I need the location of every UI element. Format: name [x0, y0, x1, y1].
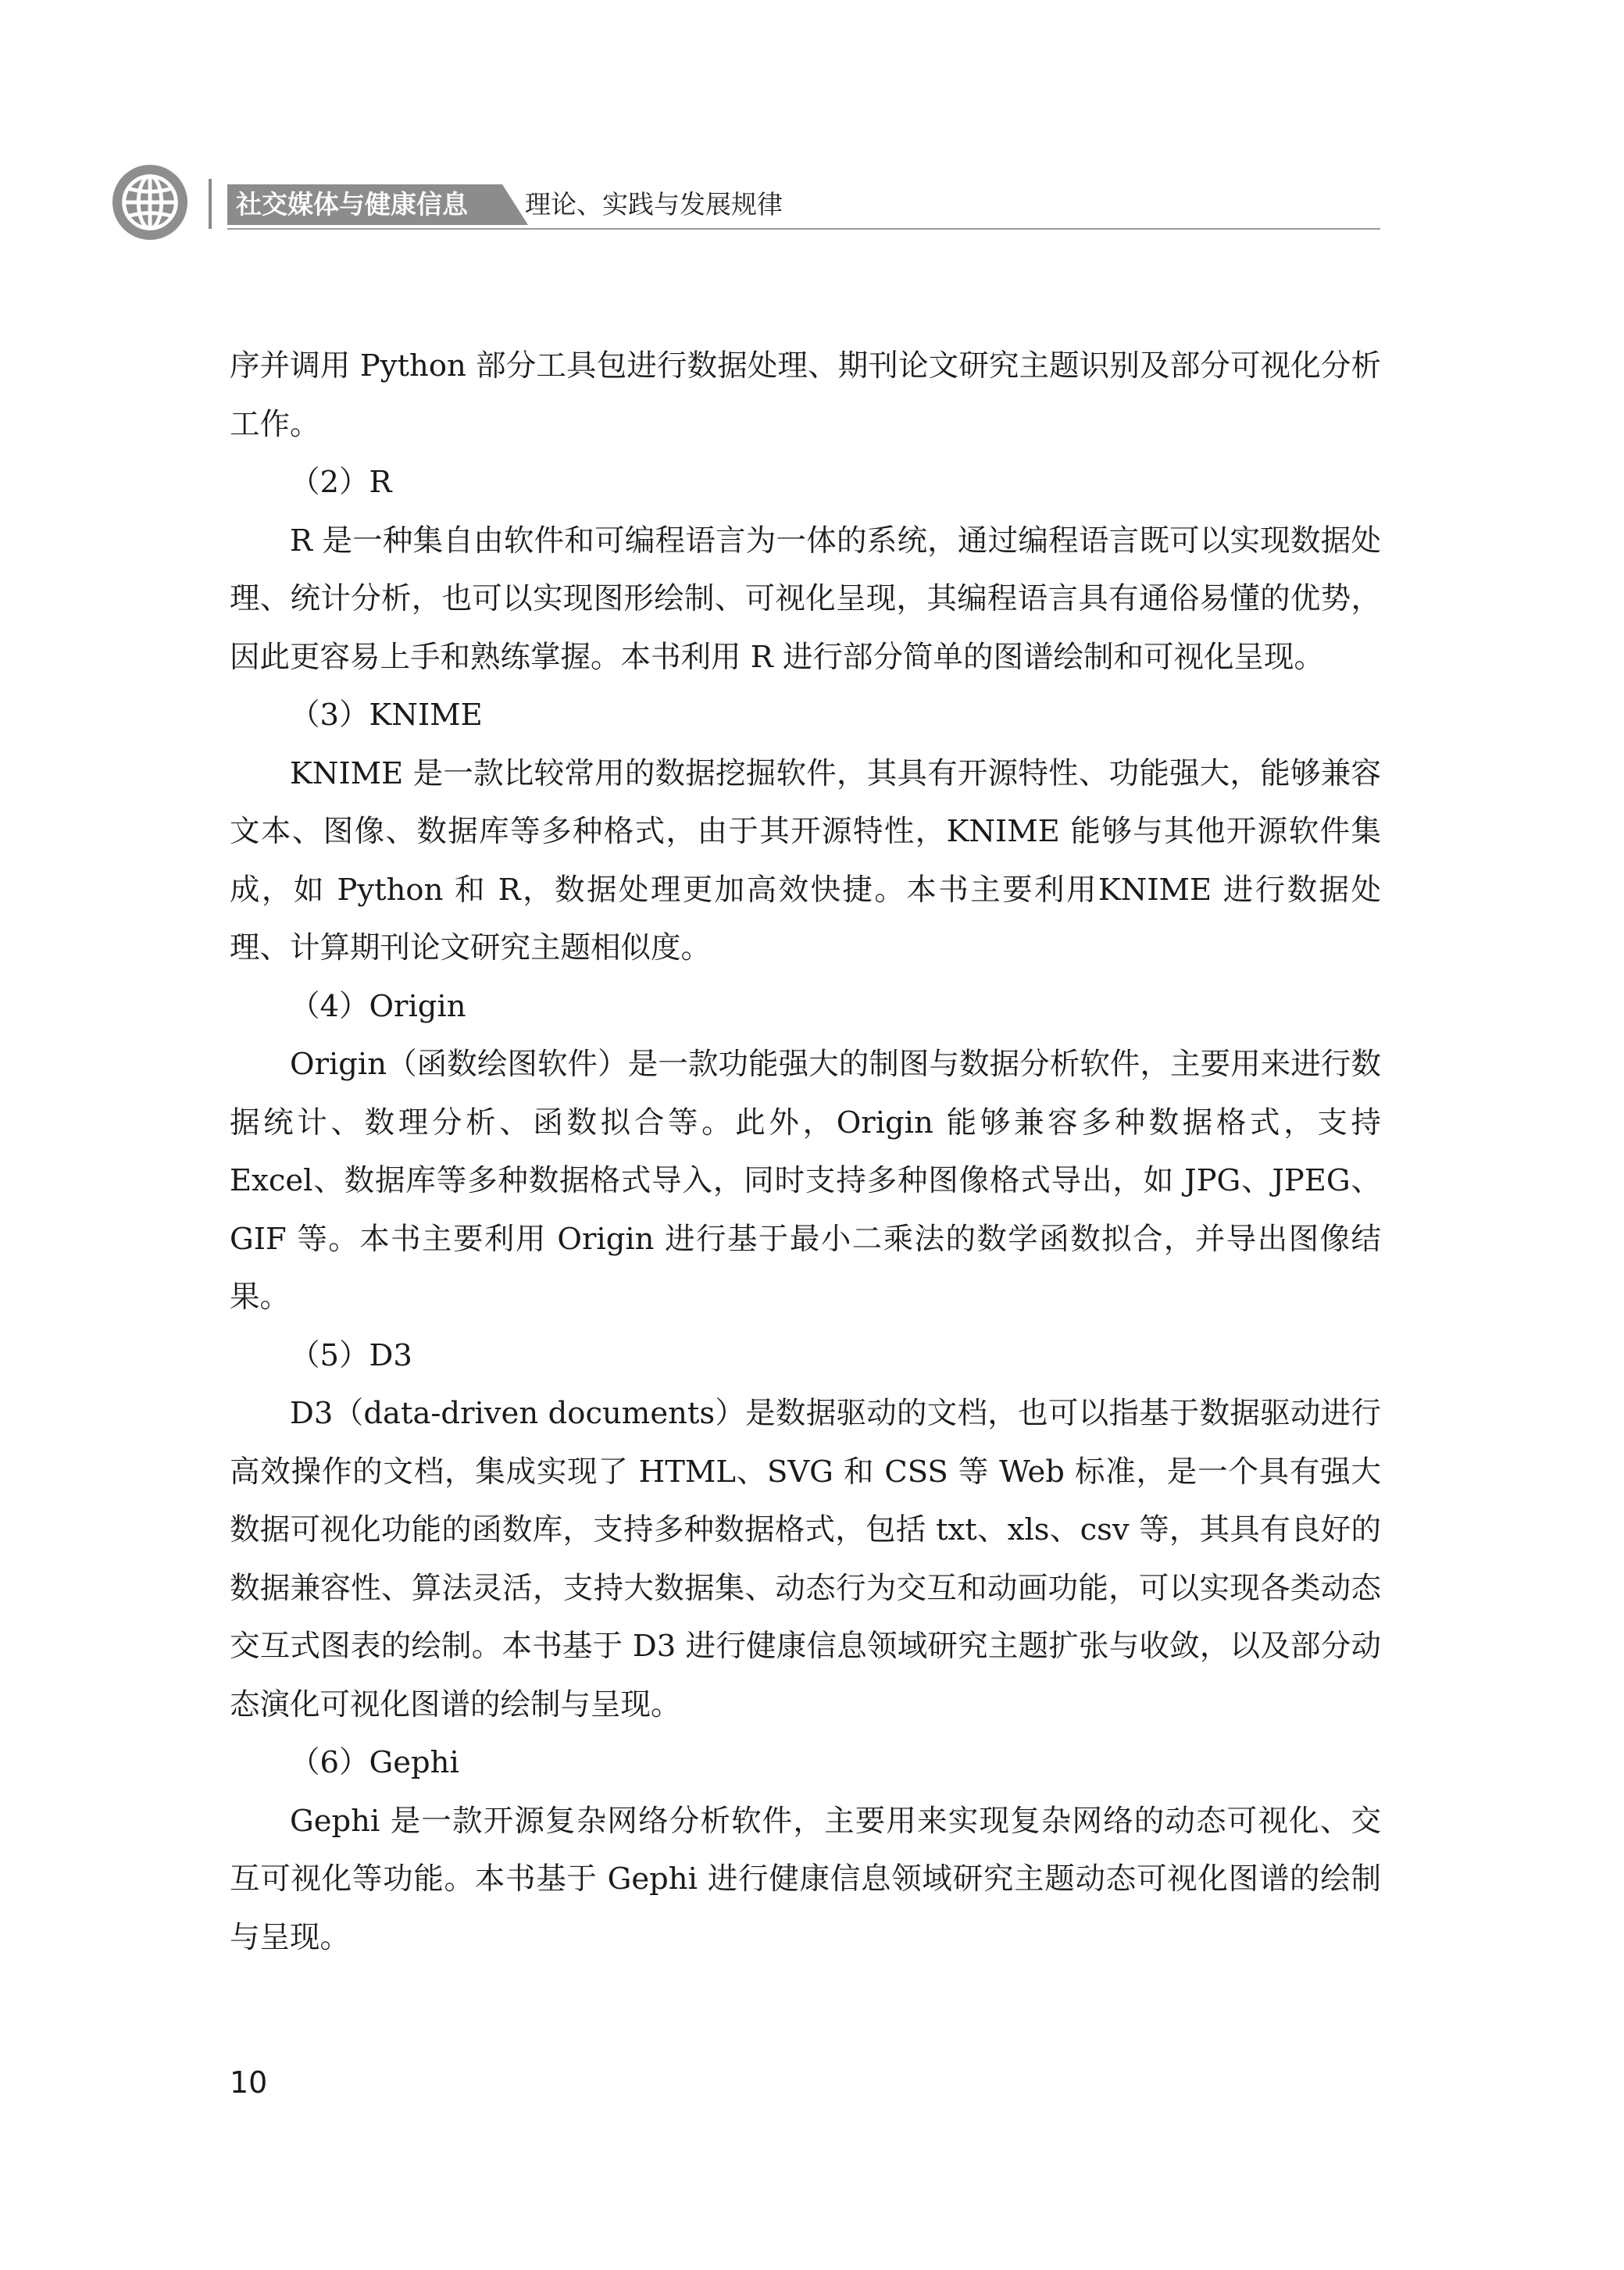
paragraph-d3: D3（data-driven documents）是数据驱动的文档，也可以指基于数据驱动进行高效操作的文档，集成实现了 HTML、SVG 和 CSS 等 Web 标准，是一个具有强大数据可视化功能的函数库，支持多种数据格式，包括 txt、xls、csv 等，其具有良好的数据兼容性、算法灵活，支持大数据集、动态行为交互和动画功能，可以实现各类动态交互式图表的绘制。本书基于 D3 进行健康信息领域研究主题扩张与收敛，以及部分动态演化可视化图谱的绘制与呈现。	[230, 1396, 1381, 1722]
paragraph-gephi: Gephi 是一款开源复杂网络分析软件，主要用来实现复杂网络的动态可视化、交互可视化等功能。本书基于 Gephi 进行健康信息领域研究主题动态可视化图谱的绘制与呈现。	[230, 1803, 1381, 1955]
book-subtitle: 理论、实践与发展规律	[525, 189, 783, 220]
paragraph-knime: KNIME 是一款比较常用的数据挖掘软件，其具有开源特性、功能强大，能够兼容文本、图像、数据库等多种格式，由于其开源特性，KNIME 能够与其他开源软件集成，如 Python 和 R，数据处理更加高效快捷。本书主要利用KNIME 进行数据处理、计算期刊论文研究主题相似度。	[230, 755, 1381, 965]
header-rule	[227, 228, 1380, 230]
paragraph-python-continuation: 序并调用 Python 部分工具包进行数据处理、期刊论文研究主题识别及部分可视化分析工作。	[230, 348, 1381, 442]
heading-knime: （3）KNIME	[290, 698, 483, 733]
globe-icon	[112, 164, 188, 241]
paragraph-r: R 是一种集自由软件和可编程语言为一体的系统，通过编程语言既可以实现数据处理、统计分析，也可以实现图形绘制、可视化呈现，其编程语言具有通俗易懂的优势，因此更容易上手和熟练掌握。本书利用 R 进行部分简单的图谱绘制和可视化呈现。	[230, 523, 1381, 675]
book-title: 社交媒体与健康信息	[236, 189, 468, 220]
heading-r: （2）R	[290, 465, 392, 500]
heading-origin: （4）Origin	[290, 988, 466, 1024]
page-body	[230, 337, 1381, 1967]
header-separator	[209, 179, 212, 229]
paragraph-origin: Origin（函数绘图软件）是一款功能强大的制图与数据分析软件，主要用来进行数据统计、数理分析、函数拟合等。此外，Origin 能够兼容多种数据格式，支持 Excel、数据库等多种数据格式导入，同时支持多种图像格式导出，如 JPG、JPEG、GIF 等。本书主要利用 Origin 进行基于最小二乘法的数学函数拟合，并导出图像结果。	[230, 1047, 1381, 1315]
running-header	[0, 0, 1624, 281]
page-number: 10	[230, 2065, 268, 2100]
heading-d3: （5）D3	[290, 1337, 412, 1373]
heading-gephi: （6）Gephi	[290, 1745, 459, 1780]
